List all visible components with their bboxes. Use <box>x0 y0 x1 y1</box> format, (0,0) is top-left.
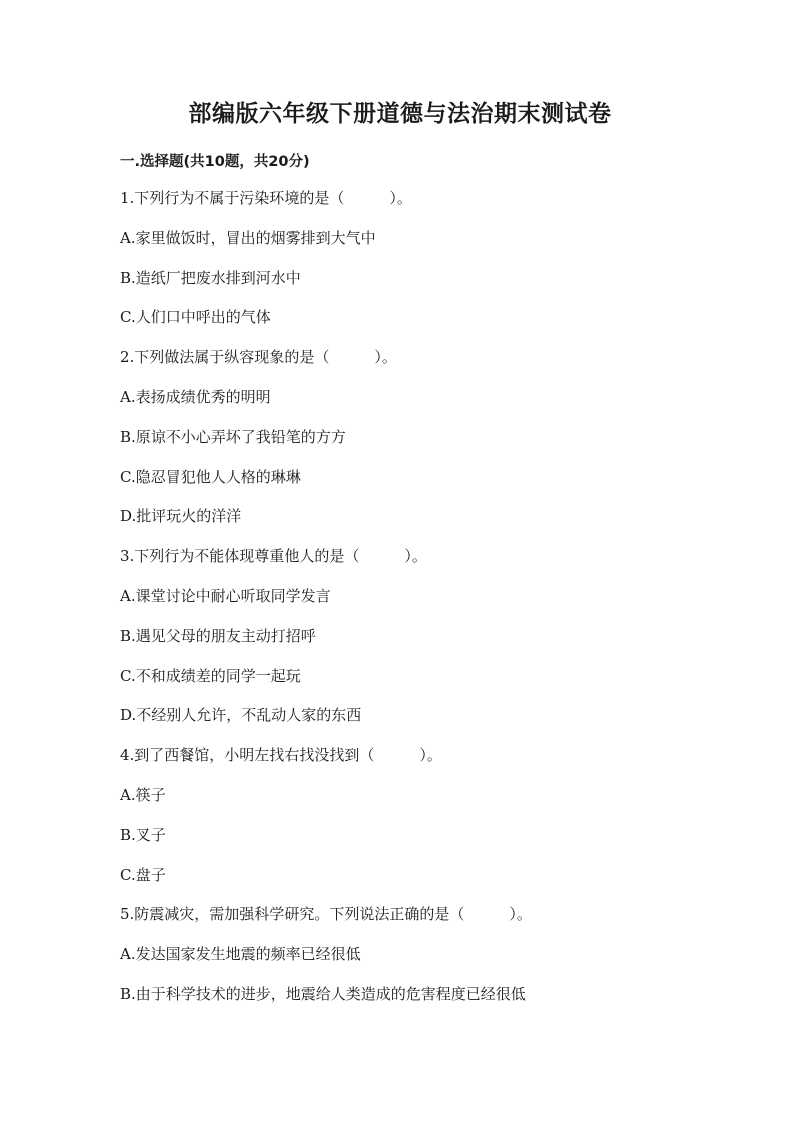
section-heading: 一.选择题(共10题，共20分) <box>120 154 310 170</box>
question-stem: 3.下列行为不能体现尊重他人的是（ ）。 <box>120 547 427 566</box>
answer-option: B.原谅不小心弄坏了我铅笔的方方 <box>120 427 346 446</box>
page-title: 部编版六年级下册道德与法治期末测试卷 <box>188 101 612 127</box>
question-3 <box>120 544 720 743</box>
answer-option: B.由于科学技术的进步，地震给人类造成的危害程度已经很低 <box>120 984 526 1003</box>
question-4 <box>120 743 720 902</box>
answer-option: A.发达国家发生地震的频率已经很低 <box>120 945 361 964</box>
question-2 <box>120 345 720 544</box>
answer-option: D.批评玩火的洋洋 <box>120 507 242 526</box>
answer-option: A.家里做饭时，冒出的烟雾排到大气中 <box>120 228 376 247</box>
answer-option: C.不和成绩差的同学一起玩 <box>120 666 301 685</box>
question-list <box>120 186 720 1022</box>
answer-option: D.不经别人允许，不乱动人家的东西 <box>120 706 362 725</box>
question-stem: 4.到了西餐馆，小明左找右找没找到（ ）。 <box>120 746 442 765</box>
answer-option: A.表扬成绩优秀的明明 <box>120 387 271 406</box>
question-stem: 2.下列做法属于纵容现象的是（ ）。 <box>120 348 397 367</box>
answer-option: C.隐忍冒犯他人人格的琳琳 <box>120 467 301 486</box>
answer-option: B.遇见父母的朋友主动打招呼 <box>120 626 316 645</box>
question-stem: 5.防震减灾，需加强科学研究。下列说法正确的是（ ）。 <box>120 905 532 924</box>
question-1 <box>120 186 720 345</box>
answer-option: B.叉子 <box>120 825 166 844</box>
answer-option: A.课堂讨论中耐心听取同学发言 <box>120 586 331 605</box>
answer-option: B.造纸厂把废水排到河水中 <box>120 268 301 287</box>
answer-option: A.筷子 <box>120 785 166 804</box>
answer-option: C.人们口中呼出的气体 <box>120 308 271 327</box>
question-stem: 1.下列行为不属于污染环境的是（ ）。 <box>120 189 412 207</box>
answer-option: C.盘子 <box>120 865 166 884</box>
question-5 <box>120 902 720 1021</box>
